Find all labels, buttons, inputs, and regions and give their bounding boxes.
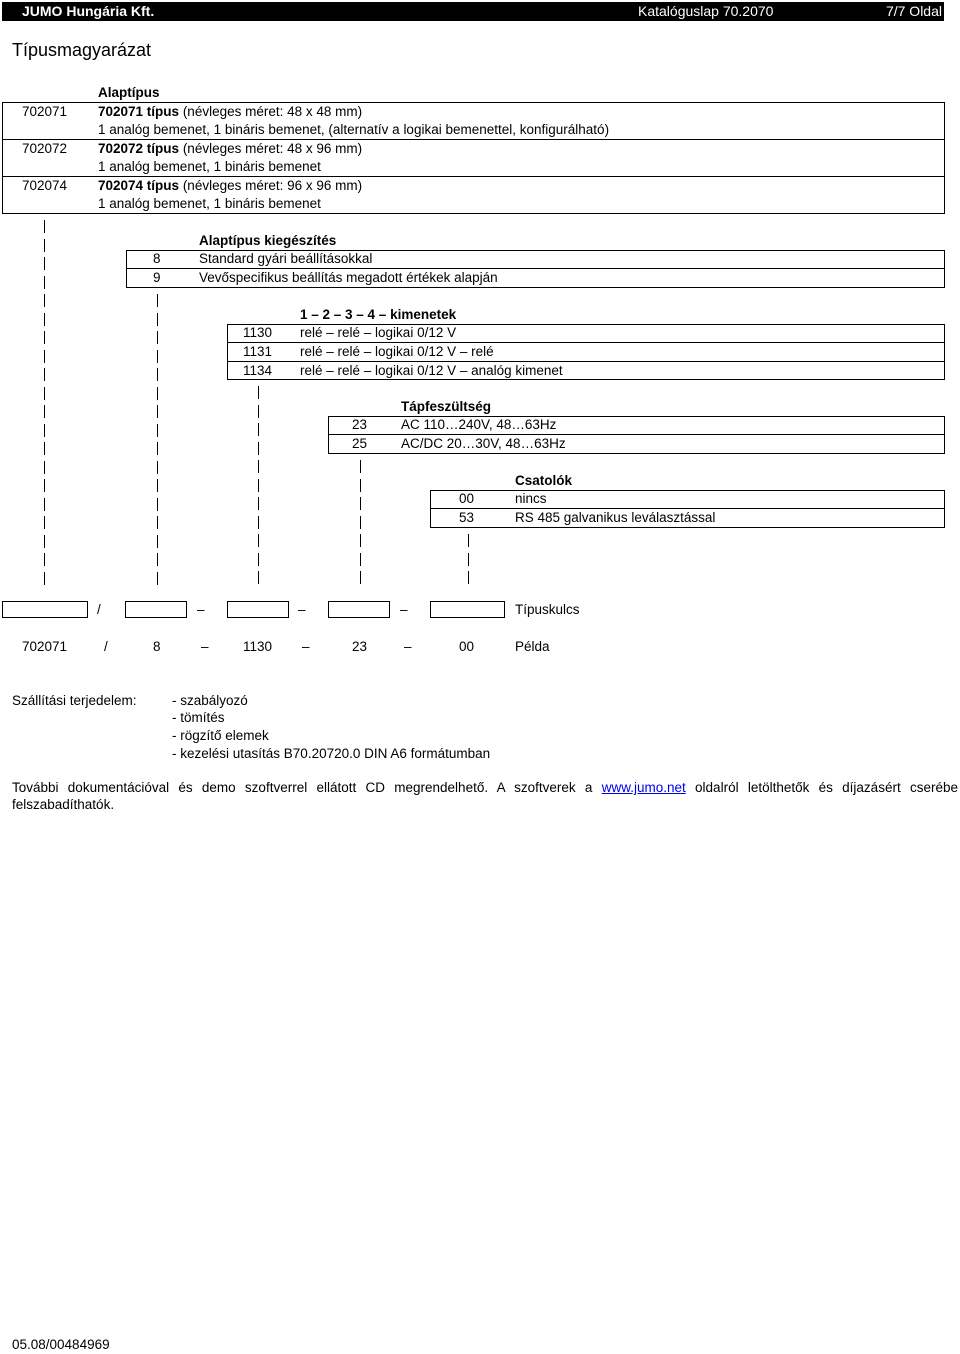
- company-name: JUMO Hungária Kft.: [22, 3, 155, 19]
- connector-tick: [468, 534, 469, 547]
- connector-tick: [258, 423, 259, 436]
- page-number: 7/7 Oldal: [885, 3, 942, 19]
- power-desc: AC/DC 20…30V, 48…63Hz: [401, 436, 566, 451]
- catalog-number: Katalóguslap 70.2070: [638, 3, 774, 19]
- connector-tick: [258, 479, 259, 492]
- type-key-box-base: [2, 601, 88, 618]
- power-code: 23: [352, 417, 368, 432]
- power-code: 25: [352, 436, 368, 451]
- interfaces-desc: RS 485 galvanikus leválasztással: [515, 510, 716, 525]
- type-key-dash: –: [197, 602, 205, 617]
- header-bar: [2, 2, 944, 21]
- example-outputs: 1130: [243, 639, 273, 654]
- connector-tick: [360, 571, 361, 584]
- connector-tick: [157, 294, 158, 307]
- connector-tick: [44, 257, 45, 270]
- connector-tick: [44, 405, 45, 418]
- connector-tick: [258, 460, 259, 473]
- jumo-link[interactable]: www.jumo.net: [601, 780, 686, 795]
- base-type-desc: 1 analóg bemenet, 1 bináris bemenet: [98, 159, 321, 174]
- delivery-item: - szabályozó: [172, 693, 248, 708]
- supplement-desc: Vevőspecifikus beállítás megadott értékek alapján: [199, 270, 498, 285]
- connector-tick: [258, 497, 259, 510]
- type-key-box-supplement: [125, 601, 187, 618]
- base-type-code: 702074: [22, 178, 68, 193]
- connector-tick: [44, 220, 45, 233]
- connector-tick: [360, 460, 361, 473]
- example-label: Példa: [515, 639, 550, 654]
- delivery-item: - rögzítő elemek: [172, 728, 269, 743]
- connector-tick: [44, 461, 45, 474]
- connector-tick: [44, 294, 45, 307]
- connector-tick: [44, 387, 45, 400]
- connector-tick: [258, 516, 259, 529]
- connector-tick: [44, 424, 45, 437]
- base-type-title: 702074 típus (névleges méret: 96 x 96 mm): [98, 178, 363, 193]
- type-key-box-outputs: [227, 601, 289, 618]
- connector-tick: [360, 534, 361, 547]
- type-key-dash: –: [400, 602, 408, 617]
- page-title: Típusmagyarázat: [12, 40, 152, 60]
- supplement-code: 9: [153, 270, 161, 285]
- supplement-code: 8: [153, 251, 161, 266]
- interfaces-heading: Csatolók: [515, 473, 573, 488]
- type-key-box-power: [328, 601, 390, 618]
- outputs-heading: 1 – 2 – 3 – 4 – kimenetek: [300, 307, 457, 322]
- outputs-code: 1134: [243, 363, 273, 378]
- power-desc: AC 110…240V, 48…63Hz: [401, 417, 557, 432]
- interfaces-code: 00: [459, 491, 475, 506]
- connector-tick: [157, 516, 158, 529]
- example-supplement: 8: [153, 639, 161, 654]
- outputs-desc: relé – relé – logikai 0/12 V: [300, 325, 457, 340]
- connector-tick: [44, 535, 45, 548]
- supplement-desc: Standard gyári beállításokkal: [199, 251, 373, 266]
- type-key-label: Típuskulcs: [515, 602, 580, 617]
- connector-tick: [44, 479, 45, 492]
- example-interfaces: 00: [459, 639, 475, 654]
- connector-tick: [258, 553, 259, 566]
- interfaces-code: 53: [459, 510, 475, 525]
- delivery-item: - kezelési utasítás B70.20720.0 DIN A6 formátumban: [172, 746, 491, 761]
- connector-tick: [258, 405, 259, 418]
- connector-tick: [157, 368, 158, 381]
- example-power: 23: [352, 639, 368, 654]
- connector-tick: [157, 424, 158, 437]
- example-dash: –: [404, 639, 412, 654]
- connector-tick: [258, 386, 259, 399]
- connector-tick: [258, 571, 259, 584]
- interfaces-desc: nincs: [515, 491, 547, 506]
- type-key-slash: /: [97, 602, 101, 617]
- example-dash: –: [302, 639, 310, 654]
- outputs-code: 1131: [243, 344, 273, 359]
- connector-tick: [360, 553, 361, 566]
- base-type-desc: 1 analóg bemenet, 1 bináris bemenet, (alternatív a logikai bemenettel, konfigurálható): [98, 122, 610, 137]
- connector-tick: [157, 442, 158, 455]
- note-line-1: További dokumentációval és demo szoftverrel ellátott CD megrendelhető. A szoftverek a www.jumo.net oldalról letölthetők és díjazásért cserébe: [12, 780, 958, 795]
- connector-tick: [44, 331, 45, 344]
- connector-tick: [258, 442, 259, 455]
- connector-tick: [157, 479, 158, 492]
- example-slash: /: [104, 639, 108, 654]
- connector-tick: [157, 498, 158, 511]
- connector-tick: [157, 553, 158, 566]
- connector-tick: [44, 498, 45, 511]
- connector-tick: [44, 276, 45, 289]
- connector-tick: [157, 387, 158, 400]
- delivery-item: - tömítés: [172, 710, 225, 725]
- connector-tick: [360, 497, 361, 510]
- connector-tick: [360, 479, 361, 492]
- base-type-code: 702071: [22, 104, 68, 119]
- connector-tick: [468, 571, 469, 584]
- power-heading: Tápfeszültség: [401, 399, 492, 414]
- note-line-2: felszabadíthatók.: [12, 797, 115, 812]
- outputs-code: 1130: [243, 325, 273, 340]
- base-type-heading: Alaptípus: [98, 85, 160, 100]
- connector-tick: [468, 553, 469, 566]
- connector-tick: [157, 535, 158, 548]
- type-key-box-interfaces: [430, 601, 505, 618]
- type-key-dash: –: [298, 602, 306, 617]
- example-base: 702071: [22, 639, 68, 654]
- connector-tick: [44, 350, 45, 363]
- connector-tick: [44, 313, 45, 326]
- base-type-code: 702072: [22, 141, 68, 156]
- outputs-desc: relé – relé – logikai 0/12 V – analóg kimenet: [300, 363, 563, 378]
- connector-tick: [360, 516, 361, 529]
- delivery-label: Szállítási terjedelem:: [12, 693, 137, 708]
- connector-tick: [44, 553, 45, 566]
- base-type-title: 702071 típus (névleges méret: 48 x 48 mm): [98, 104, 363, 119]
- connector-tick: [157, 313, 158, 326]
- connector-tick: [258, 534, 259, 547]
- base-type-desc: 1 analóg bemenet, 1 bináris bemenet: [98, 196, 321, 211]
- example-dash: –: [201, 639, 209, 654]
- connector-tick: [44, 442, 45, 455]
- connector-tick: [157, 331, 158, 344]
- connector-tick: [157, 350, 158, 363]
- connector-tick: [157, 405, 158, 418]
- base-type-title: 702072 típus (névleges méret: 48 x 96 mm): [98, 141, 363, 156]
- connector-tick: [157, 461, 158, 474]
- outputs-desc: relé – relé – logikai 0/12 V – relé: [300, 344, 494, 359]
- connector-tick: [44, 516, 45, 529]
- connector-tick: [44, 239, 45, 252]
- connector-tick: [157, 572, 158, 585]
- connector-tick: [44, 368, 45, 381]
- connector-tick: [44, 572, 45, 585]
- footer-code: 05.08/00484969: [12, 1337, 110, 1352]
- supplement-heading: Alaptípus kiegészítés: [199, 233, 337, 248]
